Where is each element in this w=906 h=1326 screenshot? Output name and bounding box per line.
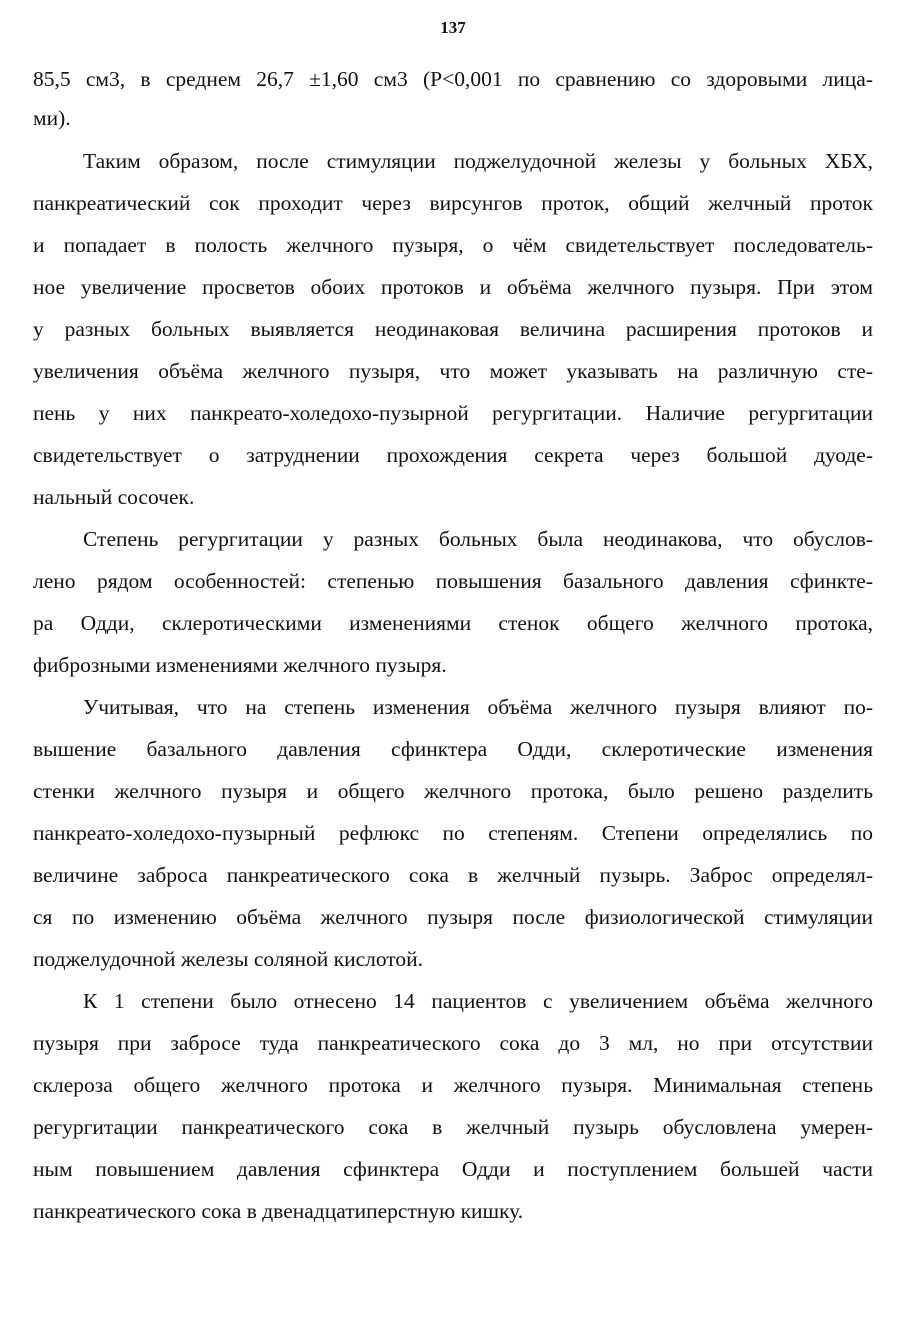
text-line: пень у них панкреато-холедохо-пузырной регургитации. Наличие регургитации bbox=[33, 401, 873, 425]
text-line: ное увеличение просветов обоих протоков и объёма желчного пузыря. При этом bbox=[33, 275, 873, 299]
text-line: панкреато-холедохо-пузырный рефлюкс по степеням. Степени определялись по bbox=[33, 821, 873, 845]
text-line: Таким образом, после стимуляции поджелудочной железы у больных ХБХ, bbox=[83, 149, 873, 173]
text-line: лено рядом особенностей: степенью повышения базального давления сфинкте- bbox=[33, 569, 873, 593]
text-line: регургитации панкреатического сока в желчный пузырь обусловлена умерен- bbox=[33, 1115, 873, 1139]
text-line: стенки желчного пузыря и общего желчного протока, было решено разделить bbox=[33, 779, 873, 803]
text-line: поджелудочной железы соляной кислотой. bbox=[33, 947, 424, 971]
text-line: фиброзными изменениями желчного пузыря. bbox=[33, 653, 447, 677]
text-line: склероза общего желчного протока и желчного пузыря. Минимальная степень bbox=[33, 1073, 873, 1097]
text-line: и попадает в полость желчного пузыря, о чём свидетельствует последователь- bbox=[33, 233, 873, 257]
text-line: панкреатический сок проходит через вирсунгов проток, общий желчный проток bbox=[33, 191, 873, 215]
text-line: пузыря при забросе туда панкреатического сока до 3 мл, но при отсутствии bbox=[33, 1031, 873, 1055]
text-line: Степень регургитации у разных больных была неодинакова, что обуслов- bbox=[83, 527, 873, 551]
text-line: увеличения объёма желчного пузыря, что может указывать на различную сте- bbox=[33, 359, 873, 383]
text-line: панкреатического сока в двенадцатиперстную кишку. bbox=[33, 1199, 524, 1223]
text-line: ми). bbox=[33, 106, 71, 130]
text-line: ным повышением давления сфинктера Одди и поступлением большей части bbox=[33, 1157, 873, 1181]
text-line: у разных больных выявляется неодинаковая величина расширения протоков и bbox=[33, 317, 873, 341]
text-line: Учитывая, что на степень изменения объёма желчного пузыря влияют по- bbox=[83, 695, 873, 719]
text-line: нальный сосочек. bbox=[33, 485, 195, 509]
text-line: 85,5 см3, в среднем 26,7 ±1,60 см3 (Р<0,001 по сравнению со здоровыми лица- bbox=[33, 67, 873, 91]
text-line: К 1 степени было отнесено 14 пациентов с увеличением объёма желчного bbox=[83, 989, 873, 1013]
text-line: ся по изменению объёма желчного пузыря после физиологической стимуляции bbox=[33, 905, 873, 929]
text-line: величине заброса панкреатического сока в желчный пузырь. Заброс определял- bbox=[33, 863, 873, 887]
text-line: ра Одди, склеротическими изменениями стенок общего желчного протока, bbox=[33, 611, 873, 635]
page-number: 137 bbox=[440, 18, 466, 37]
text-line: вышение базального давления сфинктера Одди, склеротические изменения bbox=[33, 737, 873, 761]
text-line: свидетельствует о затруднении прохождения секрета через большой дуоде- bbox=[33, 443, 873, 467]
